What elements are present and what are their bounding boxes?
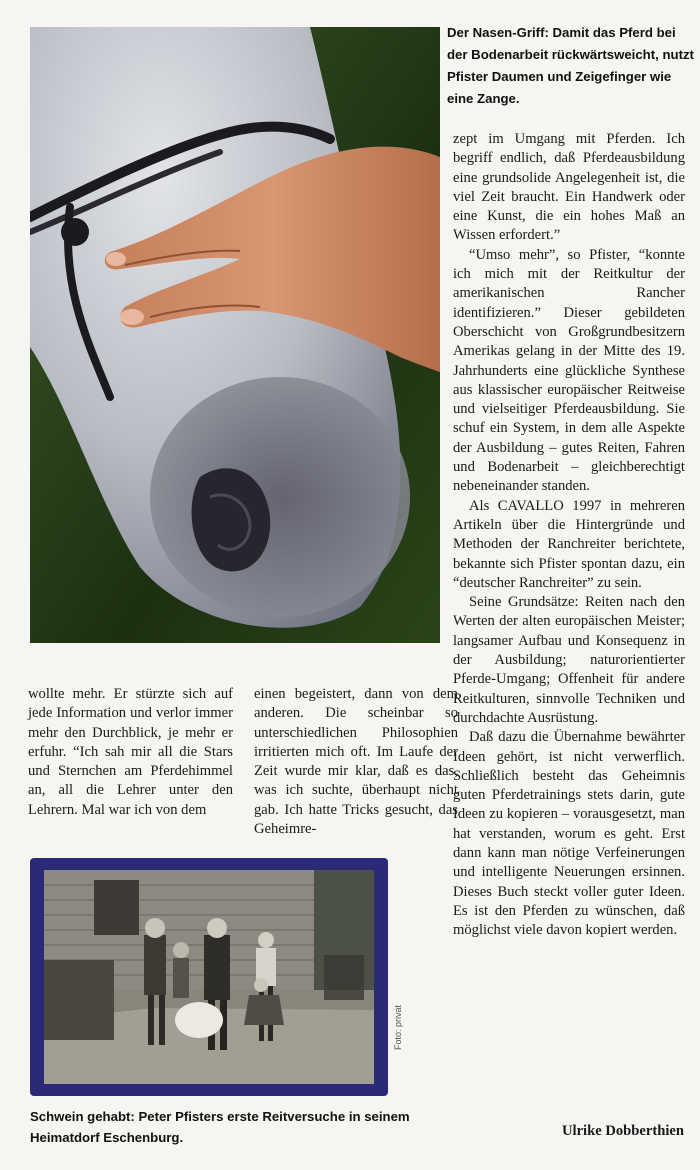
article-paragraph: Als CAVALLO 1997 in mehreren Artikeln über die Hintergründe und Methoden der Ranchreiter berichtete, bekannte sich Pfister spontan dazu, ein “deutscher Ranchreiter” zu sein. [453,497,685,591]
article-paragraph: zept im Umgang mit Pferden. Ich begriff endlich, daß Pferdeausbildung eine grundsolide Angelegenheit ist, die viel Zeit braucht. Ein Handwerk oder eine Kunst, die ein hohes Maß an Wissen erfordert.” [453,131,685,244]
article-paragraph: “Umso mehr”, so Pfister, “konnte ich mich mit der Reitkultur der amerikanischen Rancher identifizieren.” Dieser gebildeten Oberschicht von Großgrundbesitzern Amerikas gelang in der Mitte des 19. Jahrhunderts eine glückliche Synthese aus klassischer europäischer Reitweise und vielseitiger Pferdeausbildung. Sie schuf ein System, in dem alle Aspekte der Ausbildung – gutes Reiten, Fahren und Bodenarbeit – gleichberechtigt nebeneinander standen. [453,246,685,495]
article-paragraph: wollte mehr. Er stürzte sich auf jede Information und verlor immer mehr den Durchblick, je mehr er erfuhr. “Ich sah mir all die Stars und Sternchen am Pferdehimmel an, all die Lehrer unter den Lehrern. Mal war ich von dem [28,686,233,818]
top-photo-caption: Der Nasen-Griff: Damit das Pferd bei der Bodenarbeit rückwärtsweicht, nutzt Pfister Daumen und Zeigefinger wie eine Zange. [447,25,694,106]
article-paragraph: Daß dazu die Übernahme bewährter Ideen gehört, ist nicht verwerflich. Schließlich besteht das Geheimnis guten Pferdetrainings stets darin, gute Ideen zu kopieren – vorausgesetzt, man hat verstanden, worum es geht. Erst dann kann man nötige Verfeinerungen und intelligente Neuerungen ersinnen. Dieses Buch steckt voller guter Ideen. Es ist den Pferden zu wünschen, daß möglichst viele davon kopiert werden. [453,729,685,939]
family-photo-frame [30,858,388,1096]
article-right-column [453,130,685,940]
bottom-photo-caption: Schwein gehabt: Peter Pfisters erste Reitversuche in seinem Heimatdorf Eschenburg. [30,1109,410,1145]
horse-nose-photo [30,27,440,643]
article-paragraph: Seine Grundsätze: Reiten nach den Werten der alten europäischen Meister; langsamer Aufbau und Konsequenz in der Ausbildung; naturorientierter Pferde-Umgang; Offenheit für andere Reitkulturen, sinnvolle Techniken und durchdachte Ausrüstung. [453,594,685,726]
author-name: Ulrike Dobberthien [561,1123,684,1139]
article-bottom-left-column [28,685,233,820]
article-paragraph: einen begeistert, dann von dem anderen. Die scheinbar so unterschiedlichen Philosophien irritierten mich oft. Im Laufe der Zeit wurde mir klar, daß es das, was ich suchte, überhaupt nicht gab. Ich hatte Tricks gesucht, das Geheimre- [254,686,458,838]
family-photo [44,870,374,1084]
article-bottom-middle-column [254,685,458,839]
photo-credit: Foto: privat [393,1004,403,1050]
